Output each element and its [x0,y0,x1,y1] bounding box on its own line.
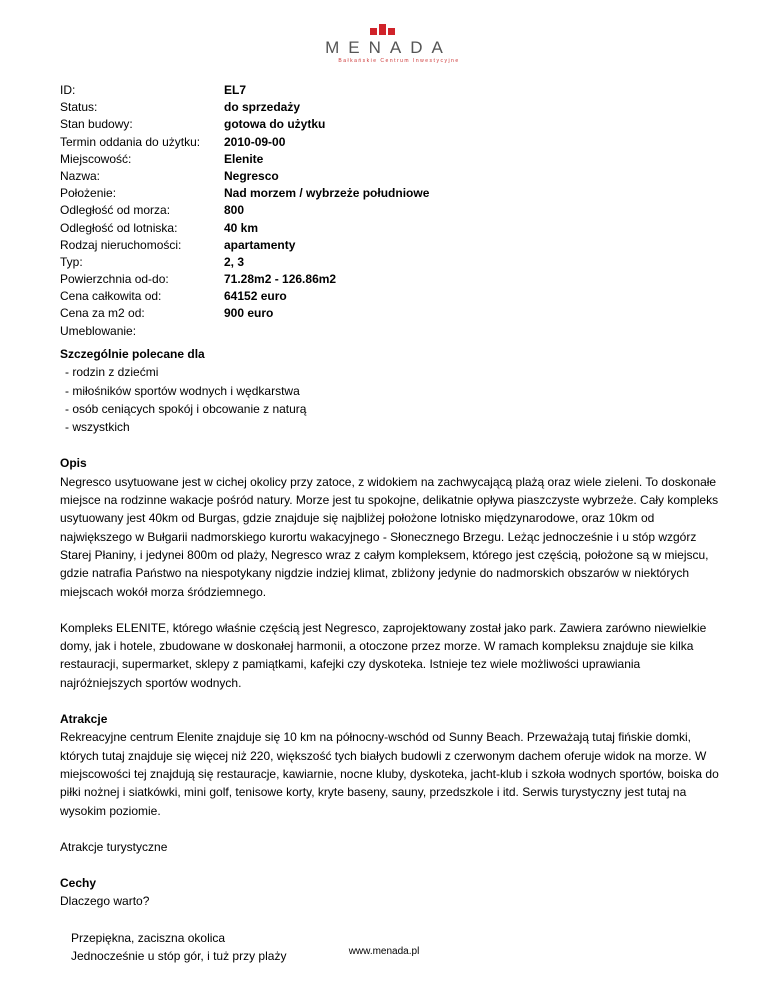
spec-value: Elenite [224,151,264,166]
spec-value: EL7 [224,83,247,97]
spec-row-furnishing [60,323,429,340]
spec-value: Negresco [224,168,279,183]
menada-logo [0,20,768,64]
spec-value: 40 km [224,220,259,235]
attractions-paragraph: Rekreacyjne centrum Elenite znajduje się 10 km na północny-wschód od Sunny Beach. Przeważają tutaj fińskie domki, których tutaj znajduje się więcej niż 220, większość tych białych budowli z czerwonym dachem oferuje widok na morze. W miejscowości tej znajdują się restauracje, kawiarnie, nocne kluby, dyskoteka, jacht-klub i szkoła wodnych sportów, boiska do piłki nożnej i siatkówki, mini golf, tenisowe korty, kryte baseny, sauny, przedszkole i itd. Serwis turystyczny jest tutaj na wysokim poziomie. [60,730,719,818]
spec-value: 64152 euro [224,289,287,304]
property-description [60,345,720,965]
list-item: - miłośników sportów wodnych i wędkarstwa [65,383,300,398]
spec-value: do sprzedaży [224,100,301,115]
logo-squares-icon [354,20,414,36]
spec-row-total-price [60,288,429,305]
spec-row-property-type [60,237,429,254]
spec-label: Powierzchnia od-do: [60,272,169,287]
spec-label: Nazwa: [60,168,101,183]
property-spec-table [60,82,429,340]
logo-wordmark: MENADA [325,38,452,57]
spec-row-type [60,254,429,271]
spec-label: Termin oddania do użytku: [60,134,201,149]
spec-value: gotowa do użytku [224,117,326,132]
spec-label: Stan budowy: [60,117,133,132]
spec-value: apartamenty [224,237,296,252]
spec-row-area [60,271,429,288]
list-item: - rodzin z dziećmi [65,365,159,380]
spec-label: Odległość od lotniska: [60,220,178,235]
attractions-heading: Atrakcje [60,712,108,727]
spec-row-construction [60,116,429,133]
spec-row-status [60,99,429,116]
spec-label: Umeblowanie: [60,323,137,338]
list-item: Jednocześnie u stóp gór, i tuż przy plaży [71,949,287,964]
spec-row-id [60,82,429,99]
list-item: - osób ceniących spokój i obcowanie z naturą [65,401,307,416]
spec-row-completion-date [60,134,429,151]
spec-label: Status: [60,100,98,115]
spec-value: 900 euro [224,306,274,321]
list-item: - wszystkich [65,420,130,435]
footer-url[interactable]: www.menada.pl [348,946,420,957]
recommended-list [60,363,720,436]
spec-value: 800 [224,203,245,218]
spec-label: Cena całkowita od: [60,289,162,304]
spec-label: ID: [60,83,76,97]
features-heading: Cechy [60,876,97,891]
logo-tagline: Bałkańskie Centrum Inwestycyjne [338,58,460,64]
attractions-link[interactable]: Atrakcje turystyczne [60,839,168,854]
spec-label: Miejscowość: [60,151,132,166]
recommended-heading: Szczególnie polecane dla [60,347,205,361]
spec-label: Położenie: [60,186,117,201]
list-item: Przepiękna, zaciszna okolica [71,930,226,945]
spec-value: Nad morzem / wybrzeże południowe [224,186,430,201]
spec-label: Odległość od morza: [60,203,171,218]
spec-row-town [60,151,429,168]
spec-label: Cena za m2 od: [60,306,145,321]
spec-row-name [60,168,429,185]
spec-row-sea-distance [60,202,429,219]
spec-value: 2, 3 [224,254,245,269]
description-paragraph: Kompleks ELENITE, którego właśnie częścią jest Negresco, zaprojektowany został jako park. Zawiera zarówno niewielkie domy, jak i hotele, zbudowane w doskonałej harmonii, a otoczone przez morze. W ramach kompleksu znajduje sie kilka restauracji, supermarket, sklepy z pamiątkami, kafejki czy dyskoteka. Istnieje tez wiele możliwości uprawiania najróżniejszych sportów wodnych. [60,620,707,690]
spec-row-price-per-m2 [60,305,429,322]
spec-label: Typ: [60,254,83,269]
features-subheading: Dlaczego warto? [60,894,150,909]
spec-row-airport-distance [60,220,429,237]
spec-label: Rodzaj nieruchomości: [60,237,182,252]
description-heading: Opis [60,456,87,471]
description-paragraph: Negresco usytuowane jest w cichej okolicy przy zatoce, z widokiem na zachwycającą plażą oraz wiele zieleni. To doskonałe miejsce na rodzinne wakacje pośród natury. Morze jest tu spokojne, delikatnie opływa piaszczyste wybrzeże. Cały kompleks usytuowany jest 40km od Burgas, gdzie znajduje się najbliżej położone lotnisko międzynarodowe, oraz 10km od największego w Bułgarii nadmorskiego kurortu wakacyjnego - Słonecznego Brzegu. Leżąc jednocześnie i u stóp wzgórz Starej Płaniny, i jedynei 800m od plaży, Negresco wraz z całym kompleksem, którego jest częścią, położone są w miejscu, gdzie natrafia Państwo na niespotykany nigdzie indziej klimat, zbliżony jedynie do nadmorskich obszarów w niektórych miejscach wokół morza śródziemnego. [60,474,719,599]
spec-row-location [60,185,429,202]
spec-value: 2010-09-00 [224,134,286,149]
spec-value: 71.28m2 - 126.86m2 [224,272,337,287]
